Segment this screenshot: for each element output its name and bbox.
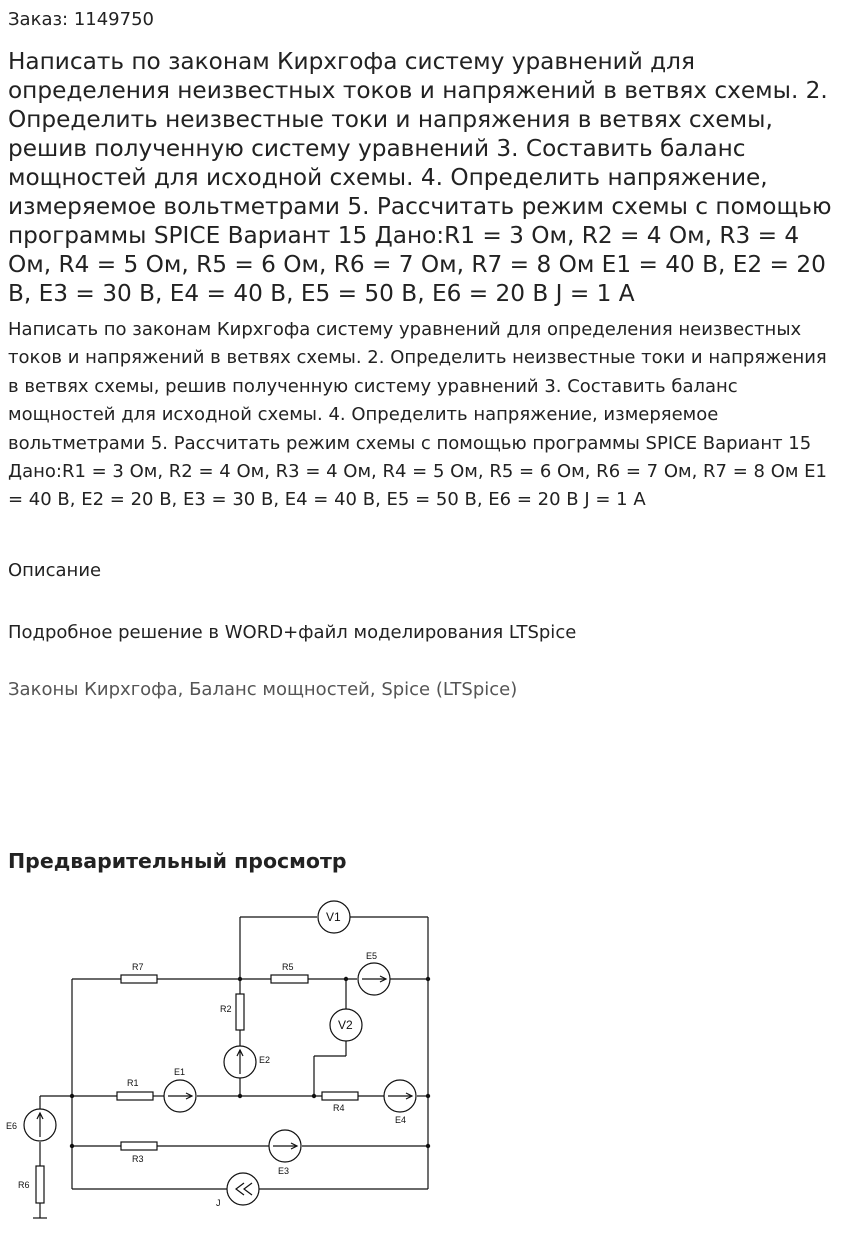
label-r1: R1	[127, 1078, 139, 1088]
resistors	[36, 975, 358, 1203]
label-r4: R4	[333, 1103, 345, 1113]
label-e2: E2	[259, 1055, 271, 1065]
resistor-r6	[36, 1166, 44, 1203]
preview-heading: Предварительный просмотр	[8, 849, 347, 873]
tag-link[interactable]: Spice (LTSpice)	[381, 679, 518, 700]
label-e3: E3	[278, 1166, 290, 1176]
label-r5: R5	[282, 962, 294, 972]
label-e4: E4	[395, 1115, 407, 1125]
description-heading: Описание	[8, 560, 102, 581]
description-body: Подробное решение в WORD+файл моделирования LTSpice	[8, 622, 577, 643]
resistor-r3	[121, 1142, 157, 1150]
tag-link[interactable]: Законы Кирхгофа	[8, 679, 178, 700]
tag-separator: ,	[177, 679, 190, 700]
label-r2: R2	[220, 1004, 232, 1014]
voltage-sources	[24, 963, 416, 1205]
tag-link[interactable]: Баланс мощностей	[189, 679, 370, 700]
resistor-r5	[271, 975, 308, 983]
label-e1: E1	[174, 1067, 186, 1077]
label-r7: R7	[132, 962, 144, 972]
label-e6: E6	[6, 1121, 18, 1131]
resistor-r1	[117, 1092, 153, 1100]
order-number: Заказ: 1149750	[8, 9, 154, 30]
resistor-r2	[236, 994, 244, 1030]
label-r3: R3	[132, 1154, 144, 1164]
tag-list	[8, 678, 517, 702]
page-title: Написать по законам Кирхгофа систему уравнений для определения неизвестных токов и напряжений в ветвях схемы. 2. Определить неизвестные токи и напряжения в ветвях схемы, решив полученную систему уравнений 3. Составить баланс мощностей для исходной схемы. 4. Определить напряжение, измеряемое вольтметрами 5. Рассчитать режим схемы с помощью программы SPICE Вариант 15 Дано:R1 = 3 Ом, R2 = 4 Ом, R3 = 4 Ом, R4 = 5 Ом, R5 = 6 Ом, R6 = 7 Ом, R7 = 8 Ом E1 = 40 В, E2 = 20 В, E3 = 30 В, E4 = 40 В, E5 = 50 В, E6 = 20 В J = 1 А	[8, 48, 832, 307]
tag-separator: ,	[369, 679, 382, 700]
resistor-r4	[322, 1092, 358, 1100]
label-v1: V1	[326, 910, 341, 924]
task-description: Написать по законам Кирхгофа систему уравнений для определения неизвестных токов и напряжений в ветвях схемы. 2. Определить неизвестные токи и напряжения в ветвях схемы, решив полученную систему уравнений 3. Составить баланс мощностей для исходной схемы. 4. Определить напряжение, измеряемое вольтметрами 5. Рассчитать режим схемы с помощью программы SPICE Вариант 15 Дано:R1 = 3 Ом, R2 = 4 Ом, R3 = 4 Ом, R4 = 5 Ом, R5 = 6 Ом, R6 = 7 Ом, R7 = 8 Ом E1 = 40 В, E2 = 20 В, E3 = 30 В, E4 = 40 В, E5 = 50 В, E6 = 20 В J = 1 А	[8, 319, 827, 511]
label-e5: E5	[366, 951, 378, 961]
label-j: J	[216, 1198, 221, 1208]
label-v2: V2	[338, 1018, 353, 1032]
label-r6: R6	[18, 1180, 30, 1190]
resistor-r7	[121, 975, 157, 983]
circuit-schematic	[0, 890, 450, 1235]
